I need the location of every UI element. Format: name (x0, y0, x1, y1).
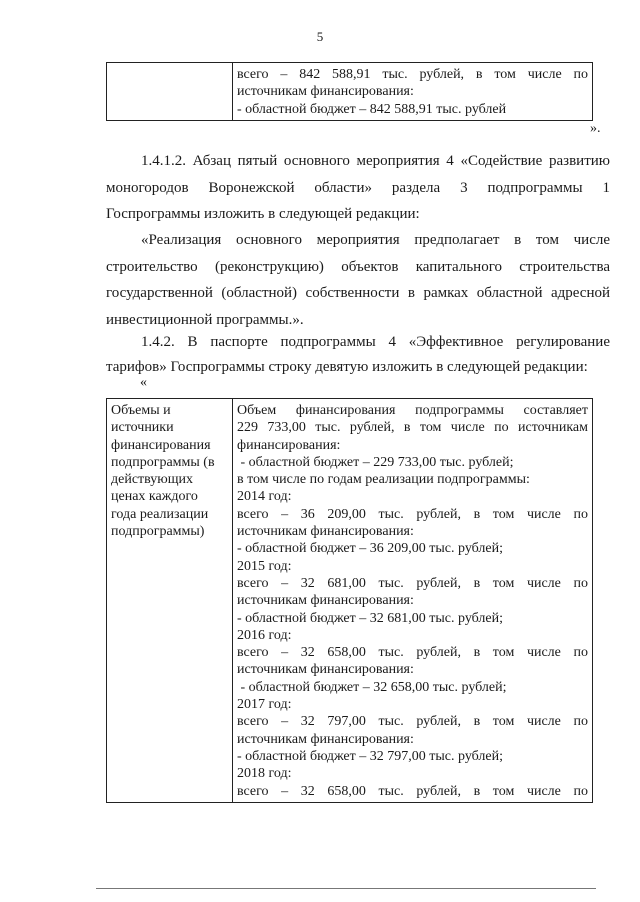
detail-line: всего – 36 209,00 тыс. рублей, в том числе по (237, 506, 588, 522)
paragraph-line: 1.4.1.2. Абзац пятый основного мероприятия 4 «Содействие развитию (141, 153, 610, 169)
table-cell-empty (107, 63, 233, 121)
detail-line: - областной бюджет – 32 797,00 тыс. рублей; (237, 748, 503, 764)
detail-line: в том числе по годам реализации подпрограммы: (237, 472, 530, 488)
detail-line: финансирования: (237, 437, 341, 453)
paragraph-line: моногородов Воронежской области» раздела 3 подпрограммы 1 (106, 179, 610, 196)
heading-line: ценах каждого (111, 489, 198, 505)
detail-line: источникам финансирования: (237, 524, 414, 540)
paragraph-line: Госпрограммы изложить в следующей редакции: (106, 206, 420, 222)
detail-line: - областной бюджет – 32 681,00 тыс. рублей; (237, 610, 503, 626)
heading-line: источники (111, 420, 174, 436)
paragraph-line: инвестиционной программы.». (106, 311, 304, 328)
table-cell-funding-details (233, 399, 593, 803)
table-line: источникам финансирования: (237, 84, 414, 100)
paragraph-1-4-1-2 (106, 148, 610, 228)
opening-quote: « (140, 375, 147, 390)
heading-line: действующих (111, 472, 194, 488)
detail-line: - областной бюджет – 36 209,00 тыс. рублей; (237, 541, 503, 557)
detail-line: 2017 год: (237, 697, 292, 713)
heading-line: финансирования (111, 437, 211, 453)
table-cell-funding-text (233, 63, 593, 121)
paragraph-line: 1.4.2. В паспорте подпрограммы 4 «Эффективное регулирование (141, 334, 610, 350)
detail-line: всего – 32 797,00 тыс. рублей, в том числе по (237, 714, 588, 730)
heading-line: года реализации (111, 506, 209, 522)
table-cell-row-heading (107, 399, 233, 803)
page-number: 5 (316, 29, 324, 44)
paragraph-line: тарифов» Госпрограммы строку девятую изложить в следующей редакции: (106, 359, 588, 375)
detail-line: всего – 32 658,00 тыс. рублей, в том числе по (237, 783, 588, 799)
table-line: - областной бюджет – 842 588,91 тыс. рублей (237, 101, 507, 117)
detail-line: Объем финансирования подпрограммы составляет (237, 403, 588, 418)
paragraph-line: «Реализация основного мероприятия предполагает в том числе (141, 232, 610, 248)
heading-line: Объемы и (111, 403, 171, 418)
paragraph-line: государственной (областной) собственности в рамках областной адресной (106, 285, 610, 301)
detail-line: - областной бюджет – 229 733,00 тыс. рублей; (237, 454, 514, 470)
page-edge-line (96, 888, 596, 889)
detail-line: 229 733,00 тыс. рублей, в том числе по источникам (237, 420, 588, 436)
detail-line: 2014 год: (237, 489, 292, 505)
detail-line: - областной бюджет – 32 658,00 тыс. рублей; (237, 679, 507, 695)
detail-line: источникам финансирования: (237, 731, 414, 747)
heading-line: подпрограммы (в (111, 454, 215, 470)
detail-line: 2016 год: (237, 627, 292, 643)
paragraph-quoted-text (106, 227, 610, 333)
detail-line: всего – 32 658,00 тыс. рублей, в том числе по (237, 645, 588, 661)
paragraph-line: строительство (реконструкцию) объектов капитального строительства (106, 258, 610, 275)
detail-line: источникам финансирования: (237, 593, 414, 609)
closing-quote: ». (590, 121, 601, 136)
heading-line: подпрограммы) (111, 524, 205, 540)
detail-line: 2018 год: (237, 766, 292, 782)
paragraph-1-4-2 (106, 330, 610, 380)
detail-line: источникам финансирования: (237, 662, 414, 678)
table-line: всего – 842 588,91 тыс. рублей, в том числе по (237, 67, 588, 82)
subprogram-funding-table (106, 398, 593, 803)
funding-table-top (106, 62, 593, 121)
detail-line: всего – 32 681,00 тыс. рублей, в том числе по (237, 575, 588, 591)
detail-line: 2015 год: (237, 558, 292, 574)
